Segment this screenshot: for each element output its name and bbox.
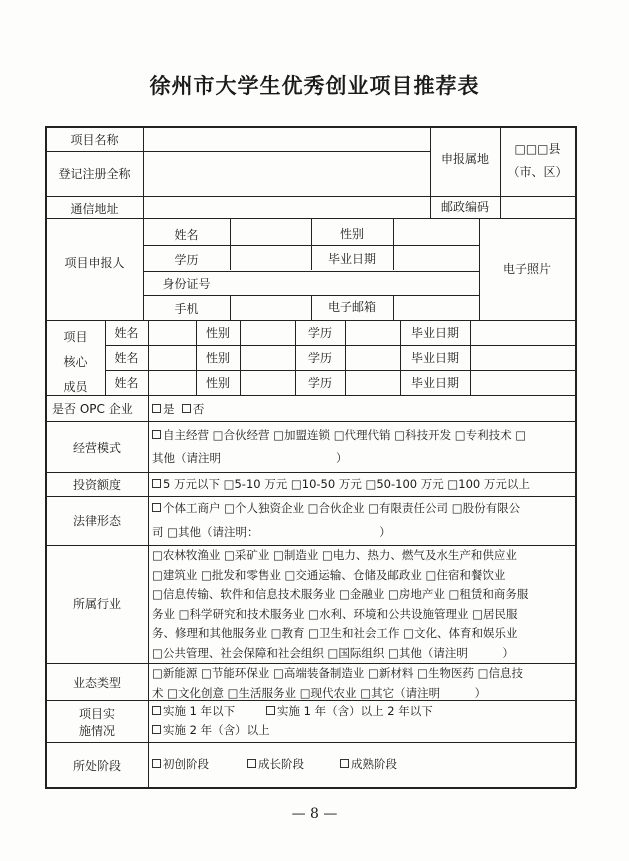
label-impl-2: 施情况 bbox=[78, 724, 115, 738]
member2-gender-label: 性别 bbox=[205, 351, 230, 365]
label-biz-type: 业态类型 bbox=[72, 676, 121, 690]
region-city: （市、区） bbox=[507, 165, 568, 179]
member3-education-label: 学历 bbox=[307, 376, 332, 390]
opc-yes-label: 是 bbox=[163, 402, 175, 416]
label-applicant: 项目申报人 bbox=[64, 256, 125, 270]
industry-line: 务业 □科学研究和技术服务业 □水利、环境和公共设施管理业 □居民服 bbox=[152, 606, 518, 621]
opc-no-label: 否 bbox=[192, 402, 205, 416]
page-number: — 8 — bbox=[291, 806, 338, 822]
legal-options-line1: 个体工商户 □个人独资企业 □合伙企业 □有限责任公司 □股份有限公 bbox=[163, 501, 521, 515]
impl-c-checkbox[interactable] bbox=[152, 725, 161, 734]
stage-b-checkbox[interactable] bbox=[247, 759, 256, 768]
member2-grad-label: 毕业日期 bbox=[410, 351, 459, 365]
legal-options-line2: 司 □其他（请注明： ） bbox=[152, 525, 391, 539]
label-members-1: 项目 bbox=[63, 330, 88, 344]
label-email: 电子邮箱 bbox=[327, 300, 376, 314]
label-mode: 经营模式 bbox=[72, 441, 121, 455]
label-phone: 手机 bbox=[174, 302, 199, 316]
impl-b-label: 实施 1 年（含）以上 2 年以下 bbox=[277, 704, 433, 718]
label-stage: 所处阶段 bbox=[72, 759, 121, 773]
member3-gender-label: 性别 bbox=[205, 376, 230, 390]
label-region: 申报属地 bbox=[440, 152, 489, 166]
impl-a-checkbox[interactable] bbox=[152, 706, 161, 715]
label-grad-date: 毕业日期 bbox=[327, 252, 376, 266]
member1-name-label: 姓名 bbox=[114, 326, 139, 340]
mode-options-line1: 自主经营 □合伙经营 □加盟连锁 □代理代销 □科技开发 □专利技术 □ bbox=[163, 428, 527, 442]
invest-checkbox[interactable] bbox=[152, 479, 161, 488]
label-reg-name: 登记注册全称 bbox=[58, 167, 131, 181]
region-county: □□□县 bbox=[514, 142, 561, 156]
stage-c-label: 成熟阶段 bbox=[351, 757, 397, 771]
label-education: 学历 bbox=[174, 253, 199, 267]
impl-b-checkbox[interactable] bbox=[266, 706, 275, 715]
member2-name-label: 姓名 bbox=[114, 351, 139, 365]
legal-checkbox[interactable] bbox=[152, 503, 161, 512]
label-members-2: 核心 bbox=[63, 355, 88, 369]
industry-line: □农林牧渔业 □采矿业 □制造业 □电力、热力、燃气及水生产和供应业 bbox=[152, 548, 517, 562]
label-photo: 电子照片 bbox=[502, 262, 551, 276]
member3-grad-label: 毕业日期 bbox=[410, 376, 459, 390]
impl-c-label: 实施 2 年（含）以上 bbox=[163, 723, 270, 737]
opc-yes-checkbox[interactable] bbox=[152, 404, 161, 413]
label-invest: 投资额度 bbox=[72, 478, 121, 492]
impl-a-label: 实施 1 年以下 bbox=[163, 704, 236, 718]
label-gender: 性别 bbox=[339, 227, 364, 241]
stage-a-checkbox[interactable] bbox=[152, 759, 161, 768]
member1-gender-label: 性别 bbox=[205, 326, 230, 340]
stage-a-label: 初创阶段 bbox=[163, 757, 209, 771]
member1-education-label: 学历 bbox=[307, 326, 332, 340]
label-members-3: 成员 bbox=[63, 380, 88, 394]
mode-self-checkbox[interactable] bbox=[152, 430, 161, 439]
label-project-name: 项目名称 bbox=[70, 133, 119, 147]
label-address: 通信地址 bbox=[70, 202, 119, 216]
label-id-no: 身份证号 bbox=[162, 277, 211, 291]
label-name: 姓名 bbox=[174, 228, 199, 242]
member3-name-label: 姓名 bbox=[114, 376, 139, 390]
biz-line: 术 □文化创意 □生活服务业 □现代农业 □其它（请注明 ） bbox=[152, 685, 487, 700]
industry-line: □建筑业 □批发和零售业 □交通运输、仓储及邮政业 □住宿和餐饮业 bbox=[152, 567, 506, 582]
label-impl-1: 项目实 bbox=[78, 707, 115, 721]
industry-line: □信息传输、软件和信息技术服务业 □金融业 □房地产业 □租赁和商务服 bbox=[152, 587, 529, 601]
label-opc: 是否 OPC 企业 bbox=[52, 402, 133, 416]
mode-options-line2: 其他（请注明 ） bbox=[152, 451, 348, 465]
industry-line: 务、修理和其他服务业 □教育 □卫生和社会工作 □文化、体育和娱乐业 bbox=[152, 626, 518, 640]
member2-education-label: 学历 bbox=[307, 351, 332, 365]
member1-grad-label: 毕业日期 bbox=[410, 326, 459, 340]
opc-no-checkbox[interactable] bbox=[182, 404, 191, 413]
stage-c-checkbox[interactable] bbox=[340, 759, 349, 768]
label-legal: 法律形态 bbox=[72, 514, 121, 528]
form-title: 徐州市大学生优秀创业项目推荐表 bbox=[149, 73, 480, 98]
industry-line: □公共管理、社会保障和社会组织 □国际组织 □其他（请注明 ） bbox=[152, 645, 514, 660]
label-postcode: 邮政编码 bbox=[440, 200, 489, 214]
stage-b-label: 成长阶段 bbox=[258, 757, 304, 771]
label-industry: 所属行业 bbox=[72, 597, 121, 611]
biz-options[interactable] bbox=[152, 664, 523, 703]
industry-options[interactable] bbox=[152, 546, 528, 663]
biz-line: □新能源 □节能环保业 □高端装备制造业 □新材料 □生物医药 □信息技 bbox=[152, 666, 523, 680]
invest-options: 5 万元以下 □5-10 万元 □10-50 万元 □50-100 万元 □100 万元以上 bbox=[163, 477, 530, 491]
